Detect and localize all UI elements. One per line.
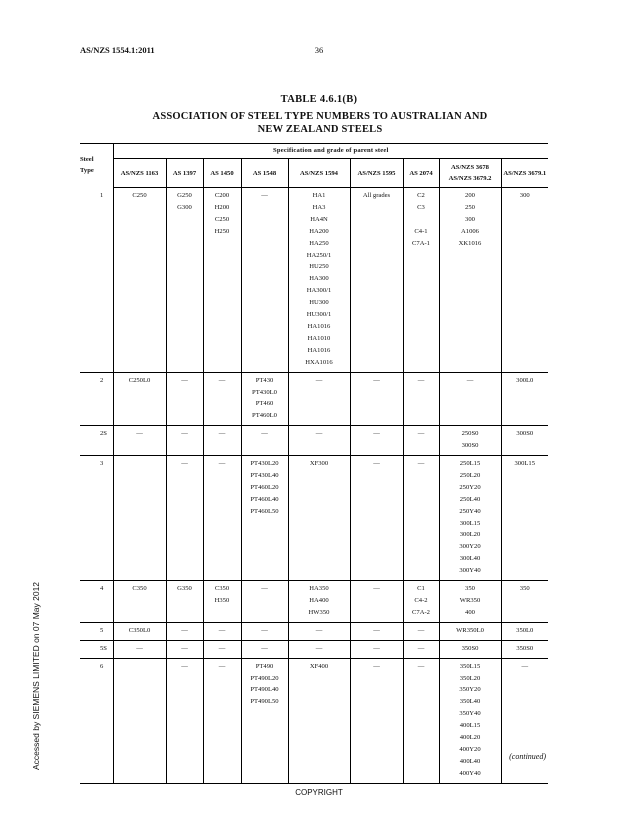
cell-value: — xyxy=(373,626,380,634)
table-cell xyxy=(403,426,439,456)
table-cell xyxy=(241,622,288,640)
table-cell xyxy=(203,426,241,456)
cell-value: PT430 xyxy=(255,376,274,384)
column-header xyxy=(203,159,241,188)
cell-value: 350Y40 xyxy=(459,710,481,718)
column-header xyxy=(166,159,203,188)
cell-value: C4-1 xyxy=(414,227,428,235)
cell-value: 300S0 xyxy=(461,442,479,450)
cell-value: 350L20 xyxy=(459,674,481,682)
table-cell xyxy=(350,581,403,623)
cell-value: 350Y20 xyxy=(459,686,481,694)
table-row xyxy=(80,426,548,456)
steel-type-cell: 5S xyxy=(80,640,113,658)
table-cell xyxy=(288,456,350,581)
table-title-line1: ASSOCIATION OF STEEL TYPE NUMBERS TO AUSTRALIAN AND xyxy=(152,111,488,122)
cell-value: — xyxy=(373,376,380,384)
table-cell xyxy=(241,426,288,456)
cell-value: C2 xyxy=(417,192,425,199)
table-cell xyxy=(501,581,548,623)
cell-value: HA1010 xyxy=(307,334,331,342)
cell-value: — xyxy=(315,376,323,384)
table-cell xyxy=(241,658,288,783)
column-header xyxy=(241,159,288,188)
table-row xyxy=(80,622,548,640)
table-title xyxy=(120,111,520,136)
cell-value: — xyxy=(218,460,226,468)
cell-value: C250L0 xyxy=(128,376,151,384)
cell-value: 300Y20 xyxy=(459,543,481,551)
column-header-line: AS 2074 xyxy=(409,169,433,177)
cell-value: HA1 xyxy=(312,192,326,199)
table-cell xyxy=(501,640,548,658)
cell-value: — xyxy=(181,430,188,438)
cell-value: PT460L40 xyxy=(250,495,279,503)
table-cell xyxy=(501,456,548,581)
cell-value: HA4N xyxy=(310,215,328,223)
table-cell xyxy=(288,658,350,783)
cell-value: — xyxy=(261,626,268,634)
cell-value: 350S0 xyxy=(461,644,479,652)
cell-value: 400L40 xyxy=(459,757,481,765)
cell-value: 400Y40 xyxy=(459,769,481,777)
table-cell xyxy=(203,658,241,783)
table-cell xyxy=(288,622,350,640)
continued-text: (continued) xyxy=(509,752,546,761)
cell-value: HXA1016 xyxy=(305,358,333,366)
table-cell xyxy=(288,426,350,456)
page-number: 36 xyxy=(314,45,324,55)
table-row xyxy=(80,372,548,426)
table-cell xyxy=(439,426,501,456)
cell-value: — xyxy=(218,430,226,438)
cell-value: 250 xyxy=(465,203,475,211)
table-cell xyxy=(350,658,403,783)
cell-value: HU250 xyxy=(309,263,329,271)
table-cell xyxy=(350,372,403,426)
cell-value xyxy=(114,661,166,673)
cell-value: HA1016 xyxy=(307,322,331,330)
cell-value: 300Y40 xyxy=(459,567,481,575)
steel-type-cell: 2 xyxy=(80,372,113,426)
table-row xyxy=(80,581,548,623)
cell-value: HA350 xyxy=(309,585,329,593)
cell-value: PT460 xyxy=(255,400,274,408)
steel-type-cell: 4 xyxy=(80,581,113,623)
table-cell xyxy=(241,640,288,658)
cell-value: HA300/1 xyxy=(306,287,332,295)
cell-value: 400Y20 xyxy=(459,745,481,753)
table-cell xyxy=(350,640,403,658)
column-header-line: AS 1450 xyxy=(210,169,234,177)
table-cell xyxy=(241,581,288,623)
cell-value: WR350 xyxy=(459,597,481,604)
cell-value: — xyxy=(417,376,425,384)
continued-note xyxy=(509,752,546,761)
column-header xyxy=(501,159,548,188)
table-cell xyxy=(403,581,439,623)
cell-value: PT490L50 xyxy=(250,698,279,706)
cell-value: PT460L0 xyxy=(252,412,277,420)
table-cell xyxy=(501,426,548,456)
table-row xyxy=(80,456,548,581)
cell-value: HA300 xyxy=(309,275,329,283)
cell-value: — xyxy=(373,460,380,468)
table-cell xyxy=(166,456,203,581)
steel-type-header-line1: Steel xyxy=(80,156,94,163)
cell-value: — xyxy=(218,376,226,384)
table-cell xyxy=(439,188,501,373)
cell-value: C200 xyxy=(214,192,230,199)
table-number: TABLE 4.6.1(B) xyxy=(280,94,358,105)
table-cell xyxy=(166,426,203,456)
cell-value: 300 xyxy=(465,215,475,223)
cell-value: A1006 xyxy=(461,227,479,235)
cell-value: — xyxy=(218,626,226,634)
table-cell xyxy=(403,372,439,426)
table-cell xyxy=(501,658,548,783)
cell-value: — xyxy=(181,662,188,670)
table-cell xyxy=(203,581,241,623)
steel-type-cell: 1 xyxy=(80,188,113,373)
cell-value: C350 xyxy=(132,585,147,593)
table-cell xyxy=(113,456,166,581)
column-header-line: AS/NZS 3679.1 xyxy=(503,169,547,177)
table-cell xyxy=(501,622,548,640)
steel-type-cell: 6 xyxy=(80,658,113,783)
table-cell xyxy=(288,372,350,426)
cell-value: 300S0 xyxy=(516,430,534,438)
table-cell xyxy=(241,372,288,426)
steel-association-table xyxy=(80,143,548,784)
cell-value: 300L20 xyxy=(459,531,481,539)
cell-value: — xyxy=(417,662,425,670)
table-cell xyxy=(501,188,548,373)
cell-value: 300L15 xyxy=(514,460,535,468)
table-cell xyxy=(439,372,501,426)
cell-value: — xyxy=(417,644,425,652)
cell-value: 350L40 xyxy=(459,698,481,706)
cell-value: — xyxy=(315,626,323,634)
cell-value xyxy=(114,458,166,470)
column-header xyxy=(403,159,439,188)
cell-value: 250Y40 xyxy=(459,507,481,515)
table-cell xyxy=(241,456,288,581)
table-cell xyxy=(403,640,439,658)
table-cell xyxy=(166,658,203,783)
cell-value: PT430L40 xyxy=(250,471,279,479)
cell-value: — xyxy=(315,430,323,438)
cell-value: — xyxy=(181,460,188,468)
column-header-line: AS/NZS 1594 xyxy=(300,169,338,177)
cell-value: PT430L20 xyxy=(250,460,279,468)
cell-value: 250L20 xyxy=(459,471,481,479)
cell-value: HW350 xyxy=(308,608,330,616)
cell-value: — xyxy=(373,585,380,593)
column-header-line: AS 1548 xyxy=(252,169,277,177)
cell-value: G300 xyxy=(177,203,192,211)
cell-value: XK1016 xyxy=(458,239,482,247)
cell-value: — xyxy=(373,662,380,670)
steel-type-header xyxy=(80,144,113,188)
cell-value: — xyxy=(417,430,425,438)
cell-value: WR350L0 xyxy=(456,626,484,634)
table-cell xyxy=(439,581,501,623)
cell-value: PT490 xyxy=(255,662,274,670)
table-cell xyxy=(203,456,241,581)
table-cell xyxy=(403,658,439,783)
cell-value: 300L15 xyxy=(459,519,481,527)
table-cell xyxy=(439,640,501,658)
table-row xyxy=(80,658,548,783)
column-header-line: AS/NZS 3678 xyxy=(451,164,489,171)
cell-value: 200 xyxy=(465,192,475,199)
column-header xyxy=(439,159,501,188)
cell-value: G250 xyxy=(177,192,192,199)
cell-value: C1 xyxy=(417,585,425,593)
cell-value: All grades xyxy=(362,192,391,199)
cell-value: C7A-1 xyxy=(412,239,430,247)
cell-value: C250 xyxy=(132,192,147,199)
steel-type-cell: 2S xyxy=(80,426,113,456)
cell-value: — xyxy=(136,644,143,652)
column-header xyxy=(113,159,166,188)
table-cell xyxy=(439,456,501,581)
cell-value: 350S0 xyxy=(516,644,534,652)
cell-value: 250Y20 xyxy=(459,483,481,491)
table-cell xyxy=(166,640,203,658)
cell-value: H250 xyxy=(214,227,230,235)
cell-value: PT430L0 xyxy=(252,388,277,396)
cell-value: — xyxy=(373,430,380,438)
table-cell xyxy=(350,622,403,640)
table-cell xyxy=(350,426,403,456)
cell-value: — xyxy=(466,376,474,384)
cell-value: — xyxy=(373,644,380,652)
table-cell xyxy=(350,456,403,581)
table-cell xyxy=(203,640,241,658)
cell-value: — xyxy=(417,460,425,468)
standard-header: AS/NZS 1554.1:2011 xyxy=(80,45,155,55)
cell-value: C350 xyxy=(214,585,230,593)
table-title-line2: NEW ZEALAND STEELS xyxy=(257,123,383,135)
cell-value: — xyxy=(417,626,425,634)
cell-value: XF300 xyxy=(309,460,329,468)
cell-value: 400L20 xyxy=(459,734,481,742)
table-cell xyxy=(113,372,166,426)
cell-value: C3 xyxy=(417,203,425,211)
cell-value: C4-2 xyxy=(414,597,428,604)
cell-value: HA250/1 xyxy=(306,251,332,259)
access-watermark: Accessed by SIEMENS LIMITED on 07 May 2012 xyxy=(31,581,41,770)
column-header-line: AS/NZS 1595 xyxy=(357,169,396,177)
table-cell xyxy=(288,188,350,373)
cell-value: — xyxy=(218,662,226,670)
cell-value: G350 xyxy=(177,585,192,593)
cell-value: — xyxy=(181,644,188,652)
table-cell xyxy=(203,622,241,640)
cell-value: PT460L20 xyxy=(250,483,279,491)
cell-value: XF400 xyxy=(309,662,329,670)
cell-value: HA3 xyxy=(312,203,326,211)
cell-value: HU300/1 xyxy=(306,311,332,319)
cell-value: 350 xyxy=(519,585,530,593)
cell-value: C7A-2 xyxy=(412,608,430,616)
cell-value: 250L15 xyxy=(459,460,481,468)
table-cell xyxy=(203,188,241,373)
table-cell xyxy=(166,372,203,426)
table-cell xyxy=(439,658,501,783)
cell-value xyxy=(404,214,439,226)
table-cell xyxy=(113,188,166,373)
table-cell xyxy=(203,372,241,426)
column-header-line: AS 1397 xyxy=(172,169,197,177)
column-header-line: AS/NZS 1163 xyxy=(120,169,159,177)
cell-value: PT460L50 xyxy=(250,507,279,515)
table-cell xyxy=(403,456,439,581)
cell-value: 350L15 xyxy=(459,662,481,670)
cell-value: H350 xyxy=(214,597,230,604)
cell-value: 350 xyxy=(465,585,475,593)
table-cell xyxy=(166,581,203,623)
table-cell xyxy=(501,372,548,426)
column-header xyxy=(350,159,403,188)
cell-value: — xyxy=(136,430,143,438)
cell-value: C350L0 xyxy=(128,626,151,634)
table-cell xyxy=(166,622,203,640)
table-cell xyxy=(288,640,350,658)
table-cell xyxy=(113,658,166,783)
spec-header: Specification and grade of parent steel xyxy=(113,144,548,159)
cell-value: 300L40 xyxy=(459,555,481,563)
column-header xyxy=(288,159,350,188)
table-row xyxy=(80,188,548,373)
table-row xyxy=(80,640,548,658)
steel-type-cell: 5 xyxy=(80,622,113,640)
table-cell xyxy=(403,622,439,640)
table-cell xyxy=(439,622,501,640)
cell-value: — xyxy=(218,644,226,652)
table-cell xyxy=(241,188,288,373)
table-cell xyxy=(403,188,439,373)
cell-value: 300 xyxy=(519,192,530,199)
cell-value: — xyxy=(261,644,268,652)
cell-value: C250 xyxy=(214,215,230,223)
cell-value: — xyxy=(315,644,323,652)
table-cell xyxy=(288,581,350,623)
cell-value: PT490L20 xyxy=(250,674,279,682)
cell-value: — xyxy=(261,585,268,593)
table-cell xyxy=(350,188,403,373)
cell-value: — xyxy=(521,662,529,670)
cell-value: HA200 xyxy=(309,227,329,235)
cell-value: HU300 xyxy=(309,299,329,307)
column-header-line: AS/NZS 3679.2 xyxy=(448,175,492,182)
cell-value: — xyxy=(181,626,188,634)
cell-value: 400L15 xyxy=(459,722,481,730)
cell-value: 350L0 xyxy=(516,626,534,634)
cell-value: HA1016 xyxy=(307,346,331,354)
cell-value: — xyxy=(181,376,188,384)
cell-value: — xyxy=(261,192,268,199)
cell-value: PT490L40 xyxy=(250,686,279,694)
table-cell xyxy=(113,581,166,623)
cell-value: H200 xyxy=(214,203,230,211)
copyright-footer: COPYRIGHT xyxy=(295,788,343,797)
table-cell xyxy=(113,622,166,640)
cell-value: HA400 xyxy=(309,597,329,604)
table-cell xyxy=(113,640,166,658)
steel-type-header-line2: Type xyxy=(80,167,94,174)
cell-value: 400 xyxy=(465,608,475,616)
steel-type-cell: 3 xyxy=(80,456,113,581)
cell-value: 250S0 xyxy=(461,430,479,438)
cell-value: 250L40 xyxy=(459,495,481,503)
table-cell xyxy=(113,426,166,456)
cell-value: 300L0 xyxy=(516,376,534,384)
cell-value: HA250 xyxy=(309,239,329,247)
table-cell xyxy=(166,188,203,373)
cell-value: — xyxy=(261,430,268,438)
